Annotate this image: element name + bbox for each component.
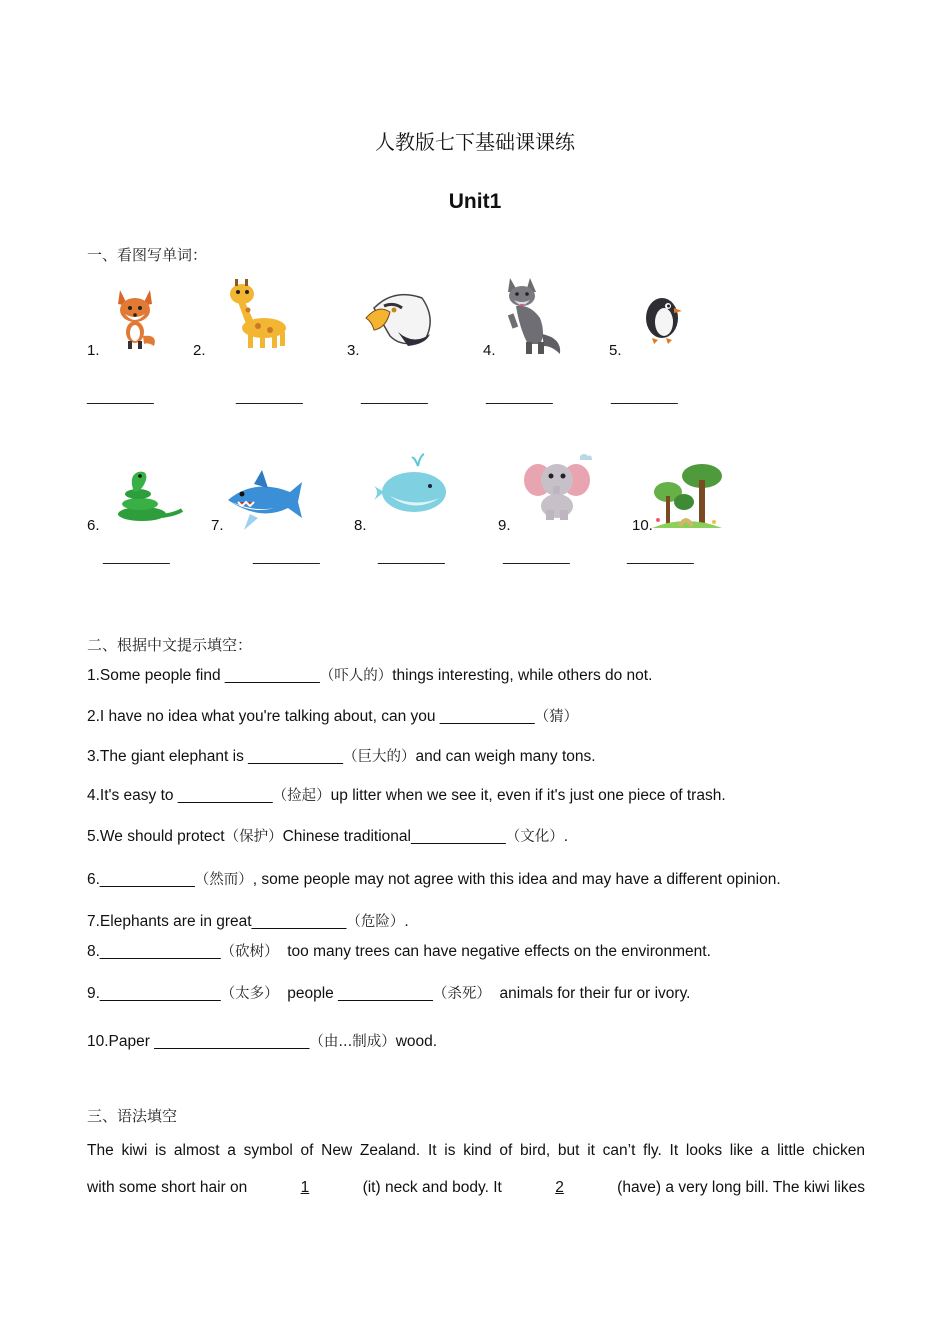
question-8 xyxy=(87,940,711,961)
answer-blank[interactable]: ________ xyxy=(611,388,678,405)
question-2 xyxy=(87,705,578,726)
item-number: 5. xyxy=(609,342,622,359)
item-number: 10. xyxy=(632,517,653,534)
item-number: 6. xyxy=(87,517,100,534)
question-10 xyxy=(87,1030,437,1051)
question-text: 8.______________ xyxy=(87,943,221,960)
question-text: 9.______________ xyxy=(87,985,221,1002)
item-number: 3. xyxy=(347,342,360,359)
whale-icon xyxy=(370,452,452,520)
grammar-blank-2[interactable]: 2 xyxy=(555,1179,564,1196)
question-text: Chinese traditional___________ xyxy=(282,828,506,845)
question-text: wood. xyxy=(395,1033,438,1050)
answer-blank[interactable]: ________ xyxy=(378,548,445,565)
chinese-hint: （杀死） xyxy=(432,986,491,1002)
question-text: animals for their fur or ivory. xyxy=(490,985,691,1002)
giraffe-icon xyxy=(220,278,290,350)
section2-heading: 二、根据中文提示填空： xyxy=(87,636,253,654)
question-text: 5.We should protect xyxy=(87,828,225,845)
question-text: . xyxy=(563,828,569,845)
chinese-hint: （危险） xyxy=(346,914,405,930)
unit-title: Unit1 xyxy=(448,190,502,213)
question-text: people ___________ xyxy=(278,985,433,1002)
question-4 xyxy=(87,784,726,805)
chinese-hint: （然而） xyxy=(194,872,253,888)
chinese-hint: （保护） xyxy=(224,829,283,845)
question-text: 7.Elephants are in great___________ xyxy=(87,913,347,930)
question-6 xyxy=(87,868,781,889)
eagle-icon xyxy=(364,288,436,348)
answer-blank[interactable]: ________ xyxy=(236,388,303,405)
question-text: , some people may not agree with this idea and may have a different opinion. xyxy=(252,871,781,888)
answer-blank[interactable]: ________ xyxy=(627,548,694,565)
answer-blank[interactable]: ________ xyxy=(103,548,170,565)
forest-icon xyxy=(650,462,724,532)
question-text: . xyxy=(404,913,409,930)
question-7 xyxy=(87,910,409,931)
question-text: 2.I have no idea what you're talking about, can you ___________ xyxy=(87,708,535,725)
page-title: 人教版七下基础课课练 xyxy=(375,130,575,154)
fox-icon xyxy=(110,286,160,350)
shark-icon xyxy=(224,468,304,532)
answer-blank[interactable]: ________ xyxy=(361,388,428,405)
grammar-blank-1[interactable]: 1 xyxy=(300,1179,310,1196)
question-1 xyxy=(87,664,652,685)
passage-line-1: The kiwi is almost a symbol of New Zealand. It is kind of bird, but it can’t fly. It looks like a little chicken xyxy=(87,1142,865,1159)
question-text: and can weigh many tons. xyxy=(415,748,596,765)
item-number: 8. xyxy=(354,517,367,534)
item-number: 1. xyxy=(87,342,100,359)
elephant-icon xyxy=(520,452,594,522)
question-text: 1.Some people find ___________ xyxy=(87,667,320,684)
question-text: things interesting, while others do not. xyxy=(392,667,653,684)
question-text: up litter when we see it, even if it's just one piece of trash. xyxy=(330,787,726,804)
item-number: 7. xyxy=(211,517,224,534)
question-3 xyxy=(87,745,596,766)
chinese-hint: （猜） xyxy=(534,709,579,725)
chinese-hint: （捡起） xyxy=(272,788,331,804)
question-text: too many trees can have negative effects on the environment. xyxy=(278,943,711,960)
question-text: 6.___________ xyxy=(87,871,195,888)
question-9 xyxy=(87,982,690,1003)
chinese-hint: （太多） xyxy=(220,986,279,1002)
passage-line-2 xyxy=(87,1179,865,1197)
section3-heading: 三、语法填空 xyxy=(87,1107,178,1125)
wolf-icon xyxy=(500,274,566,356)
chinese-hint: （吓人的） xyxy=(319,668,393,684)
chinese-hint: （文化） xyxy=(505,829,564,845)
answer-blank[interactable]: ________ xyxy=(253,548,320,565)
question-5 xyxy=(87,825,568,846)
question-text: 10.Paper __________________ xyxy=(87,1033,310,1050)
penguin-icon xyxy=(638,292,686,346)
chinese-hint: （由...制成） xyxy=(309,1034,396,1050)
answer-blank[interactable]: ________ xyxy=(87,388,154,405)
passage-text: (it) neck and body. It xyxy=(362,1179,502,1196)
chinese-hint: （砍树） xyxy=(220,944,279,960)
answer-blank[interactable]: ________ xyxy=(503,548,570,565)
item-number: 9. xyxy=(498,517,511,534)
passage-text: with some short hair on xyxy=(87,1179,248,1196)
question-text: 4.It's easy to ___________ xyxy=(87,787,273,804)
item-number: 2. xyxy=(193,342,206,359)
item-number: 4. xyxy=(483,342,496,359)
question-text: 3.The giant elephant is ___________ xyxy=(87,748,343,765)
section1-heading: 一、看图写单词： xyxy=(87,246,208,264)
chinese-hint: （巨大的） xyxy=(342,749,416,765)
snake-icon xyxy=(112,466,184,524)
answer-blank[interactable]: ________ xyxy=(486,388,553,405)
passage-text: (have) a very long bill. The kiwi likes xyxy=(617,1179,865,1196)
